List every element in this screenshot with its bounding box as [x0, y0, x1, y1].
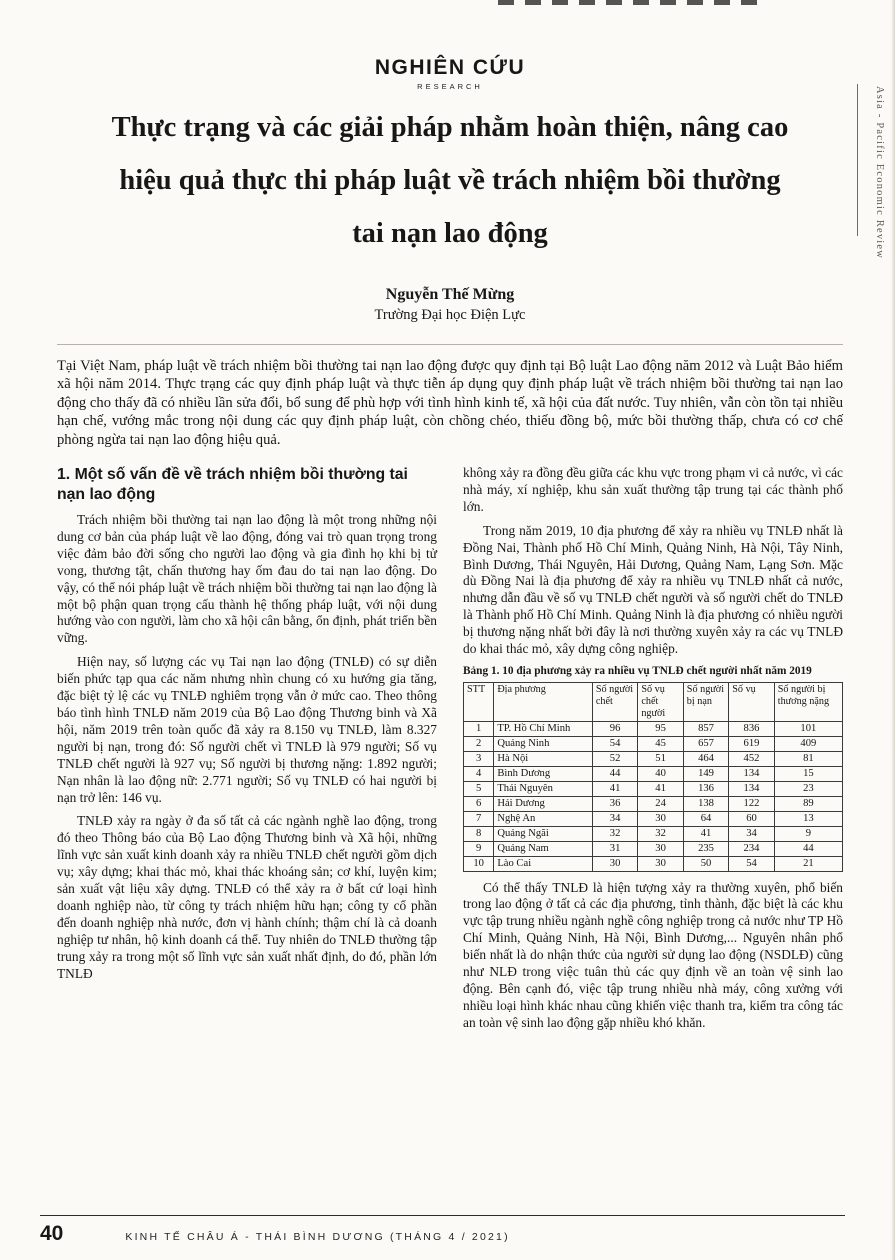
table-cell-location: Quảng Nam: [494, 841, 593, 856]
table-header-row: [464, 682, 843, 721]
left-column: [57, 465, 437, 1039]
table-cell-value: 1: [464, 721, 494, 736]
table-cell-value: 6: [464, 796, 494, 811]
table-header-cell: Địa phương: [494, 682, 593, 721]
table-cell-value: 52: [592, 751, 637, 766]
journal-footer-title: KINH TẾ CHÂU Á - THÁI BÌNH DƯƠNG (THÁNG 4 / 2021): [125, 1231, 510, 1243]
body-paragraph: không xảy ra đồng đều giữa các khu vực trong phạm vi cả nước, vì các nhà máy, xí nghiệp, khu sản xuất thường tập trung tại các thành phố lớn.: [463, 465, 843, 514]
body-paragraph: TNLĐ xảy ra ngày ở đa số tất cả các ngành nghề lao động, trong đó theo Thông báo của Bộ Lao động Thương binh và Xã hội, những lĩnh vực sản xuất kinh doanh xảy ra nhiều TNLĐ chết người gồm dịch vụ; xây dựng; khai thác mỏ, khai thác khoáng sản; cơ khí, luyện kim; sản xuất vật liệu xây dựng. TNLĐ có thể xảy ra ở bất cứ loại hình doanh nghiệp nào, từ công ty trách nhiệm hữu hạn; công ty cổ phần đến doanh nghiệp nhà nước, đơn vị hành chính; thậm chí là cả doanh nghiệp tư nhân, hộ kinh doanh cá thể. Tuy nhiên do TNLĐ thường tập trung xảy ra trong một số lĩnh vực sản xuất nhất định, do đó, phần lớn TNLĐ: [57, 813, 437, 981]
table-cell-value: 7: [464, 811, 494, 826]
author-affiliation: Trường Đại học Điện Lực: [374, 307, 526, 323]
table-cell-value: 134: [729, 781, 774, 796]
table-cell-value: 122: [729, 796, 774, 811]
table-row: [464, 766, 843, 781]
table-cell-location: Hà Nội: [494, 751, 593, 766]
table-cell-value: 24: [638, 796, 683, 811]
two-column-body: [57, 465, 843, 1039]
section-header: [57, 56, 843, 91]
table-cell-value: 51: [638, 751, 683, 766]
table-cell-location: TP. Hồ Chí Minh: [494, 721, 593, 736]
table-header-cell: Số người bị thương nặng: [774, 682, 842, 721]
table-cell-value: 41: [683, 826, 728, 841]
table-row: [464, 856, 843, 871]
table-cell-value: 234: [729, 841, 774, 856]
table-cell-value: 30: [592, 856, 637, 871]
table-cell-value: 9: [774, 826, 842, 841]
right-column: [463, 465, 843, 1039]
table-row: [464, 736, 843, 751]
article-title: [57, 101, 843, 260]
table-cell-value: 464: [683, 751, 728, 766]
table-cell-value: 41: [592, 781, 637, 796]
table-cell-value: 15: [774, 766, 842, 781]
table-cell-location: Quảng Ngãi: [494, 826, 593, 841]
table-cell-value: 136: [683, 781, 728, 796]
table-caption: Bảng 1. 10 địa phương xảy ra nhiều vụ TNLĐ chết người nhất năm 2019: [463, 665, 812, 677]
table-cell-value: 10: [464, 856, 494, 871]
table-cell-value: 9: [464, 841, 494, 856]
abstract-paragraph: Tại Việt Nam, pháp luật về trách nhiệm bồi thường tai nạn lao động được quy định tại Bộ luật Lao động năm 2012 và Luật Bảo hiểm xã hội năm 2014. Thực trạng các quy định pháp luật và thực tiễn áp dụng quy định pháp luật về trách nhiệm bồi thường tai nạn lao động cho thấy đã có nhiều lần sửa đổi, bổ sung để phù hợp với tình hình kinh tế, xã hội của đất nước. Tuy nhiên, vẫn còn tồn tại nhiều hạn chế, vướng mắc trong nội dung các quy định pháp luật, còn chồng chéo, thiếu đồng bộ, mức bồi thường thấp, chưa có cơ chế phòng ngừa tai nạn lao động hiệu quả.: [57, 344, 843, 449]
table-cell-value: 836: [729, 721, 774, 736]
table-cell-location: Nghệ An: [494, 811, 593, 826]
author-name: Nguyễn Thế Mừng: [385, 286, 515, 303]
table-cell-value: 13: [774, 811, 842, 826]
table-header-cell: Số người bị nạn: [683, 682, 728, 721]
table-cell-value: 54: [592, 736, 637, 751]
table-cell-value: 41: [638, 781, 683, 796]
body-paragraph: Trách nhiệm bồi thường tai nạn lao động là một trong những nội dung cơ bản của pháp luật về lao động, đóng vai trò quan trọng trong việc đảm bảo đời sống cho người lao động và gia đình họ khi bị tử vong, thương tật, chấn thương hay ốm đau do tai nạn lao động. Do vậy, có thể nói pháp luật về trách nhiệm bồi thường tai nạn lao động là một bộ phận quan trọng cấu thành hệ thống pháp luật, với nội dung hướng vào con người, làm cho xã hội cân bằng, ổn định, phát triển bền vững.: [57, 512, 437, 646]
page-number: 40: [40, 1222, 64, 1245]
page-footer: [40, 1215, 845, 1246]
table-cell-value: 34: [729, 826, 774, 841]
table-cell-value: 149: [683, 766, 728, 781]
table-row: [464, 841, 843, 856]
table-cell-value: 235: [683, 841, 728, 856]
table-cell-value: 45: [638, 736, 683, 751]
body-paragraph: Có thể thấy TNLĐ là hiện tượng xảy ra thường xuyên, phổ biến trong lao động ở tất cả các địa phương, tỉnh thành, đặc biệt là các khu vực tập trung nhiều ngành nghề công nghiệp trong cả nước như TP Hồ Chí Minh, Quảng Ninh, Hà Nội, Bình Dương,... Nguyên nhân phổ biến nhất là do nhận thức của người sử dụng lao động (NSDLĐ) cũng như NLĐ trong việc tuân thủ các quy định về an toàn vệ sinh lao động. Bên cạnh đó, việc tập trung nhiều nhà máy, công xưởng với nhiều loại hình khác nhau cũng khiến việc thanh tra, kiểm tra công tác an toàn vệ sinh lao động gặp nhiều khó khăn.: [463, 879, 843, 1030]
table-row: [464, 811, 843, 826]
table-cell-value: 619: [729, 736, 774, 751]
table-cell-location: Quảng Ninh: [494, 736, 593, 751]
table-cell-value: 134: [729, 766, 774, 781]
table-row: [464, 826, 843, 841]
table-row: [464, 781, 843, 796]
table-header-cell: Số người chết: [592, 682, 637, 721]
table-cell-value: 36: [592, 796, 637, 811]
section-1-heading: 1. Một số vấn đề về trách nhiệm bồi thường tai nạn lao động: [57, 466, 408, 504]
table-cell-value: 409: [774, 736, 842, 751]
table-cell-value: 34: [592, 811, 637, 826]
table-cell-value: 40: [638, 766, 683, 781]
section-sublabel: RESEARCH: [417, 82, 483, 91]
table-cell-value: 138: [683, 796, 728, 811]
table-row: [464, 751, 843, 766]
table-cell-value: 31: [592, 841, 637, 856]
table-cell-value: 89: [774, 796, 842, 811]
table-cell-value: 3: [464, 751, 494, 766]
table-cell-value: 81: [774, 751, 842, 766]
section-label: NGHIÊN CỨU: [374, 56, 526, 79]
table-cell-value: 5: [464, 781, 494, 796]
table-cell-value: 44: [592, 766, 637, 781]
table-cell-location: Thái Nguyên: [494, 781, 593, 796]
table-cell-value: 4: [464, 766, 494, 781]
table-cell-value: 30: [638, 841, 683, 856]
table-cell-location: Bình Dương: [494, 766, 593, 781]
table-row: [464, 796, 843, 811]
article-title-line-1: Thực trạng và các giải pháp nhằm hoàn thiện, nâng cao: [111, 112, 789, 143]
table-cell-value: 30: [638, 856, 683, 871]
table-cell-location: Hải Dương: [494, 796, 593, 811]
table-cell-value: 44: [774, 841, 842, 856]
table-cell-value: 452: [729, 751, 774, 766]
table-header-cell: Số vụ chết người: [638, 682, 683, 721]
table-cell-value: 23: [774, 781, 842, 796]
article-title-line-2: hiệu quả thực thi pháp luật về trách nhiệm bồi thường: [119, 165, 781, 196]
table-cell-value: 30: [638, 811, 683, 826]
table-cell-value: 95: [638, 721, 683, 736]
table-cell-value: 2: [464, 736, 494, 751]
table-header-cell: STT: [464, 682, 494, 721]
tnld-statistics-table: [463, 682, 843, 872]
table-cell-value: 54: [729, 856, 774, 871]
table-cell-value: 64: [683, 811, 728, 826]
table-cell-value: 657: [683, 736, 728, 751]
table-cell-location: Lào Cai: [494, 856, 593, 871]
body-paragraph: Hiện nay, số lượng các vụ Tai nạn lao động (TNLĐ) có sự diễn biến phức tạp qua các năm nhưng nhìn chung có xu hướng gia tăng, đặc biệt tỷ lệ các vụ TNLĐ nghiêm trọng vẫn ở mức cao. Theo thông báo tình hình TNLĐ năm 2019 của Bộ Lao động Thương binh và Xã hội, năm 2019 trên toàn quốc đã xảy ra 8.150 vụ TNLĐ, làm 8.327 người bị nạn, trong đó: Số người chết vì TNLĐ là 979 người; Số vụ TNLĐ chết người là 927 vụ; Số người bị thương nặng: 1.892 người; Nạn nhân là lao động nữ: 2.771 người; Số vụ TNLĐ có hai người bị nạn trở lên: 146 vụ.: [57, 654, 437, 805]
table-cell-value: 101: [774, 721, 842, 736]
body-paragraph: Trong năm 2019, 10 địa phương để xảy ra nhiều vụ TNLĐ nhất là Đồng Nai, Thành phố Hồ Chí Minh, Quảng Ninh, Hà Nội, Tây Ninh, Bình Dương, Thái Nguyên, Hải Dương, Quảng Nam, Lạng Sơn. Mặc dù Đồng Nai là địa phương để xảy ra nhiều vụ TNLĐ nhất cả nước, nhưng dẫn đầu về số vụ TNLĐ chết người và số người chết do TNLĐ là Thành phố Hồ Chí Minh. Quảng Ninh là địa phương có nhiều người bị thương nặng nhất bởi đây là nơi thường xuyên xảy ra các vụ TNLĐ do khai thác mỏ, xây dựng công nghiệp.: [463, 522, 843, 657]
table-cell-value: 32: [592, 826, 637, 841]
table-row: [464, 721, 843, 736]
table-cell-value: 8: [464, 826, 494, 841]
table-header-cell: Số vụ: [729, 682, 774, 721]
table-cell-value: 32: [638, 826, 683, 841]
journal-side-title: Asia - Pacific Economic Review: [874, 86, 885, 260]
article-title-line-3: tai nạn lao động: [352, 218, 548, 249]
table-cell-value: 96: [592, 721, 637, 736]
table-cell-value: 50: [683, 856, 728, 871]
table-cell-value: 857: [683, 721, 728, 736]
table-cell-value: 21: [774, 856, 842, 871]
table-cell-value: 60: [729, 811, 774, 826]
